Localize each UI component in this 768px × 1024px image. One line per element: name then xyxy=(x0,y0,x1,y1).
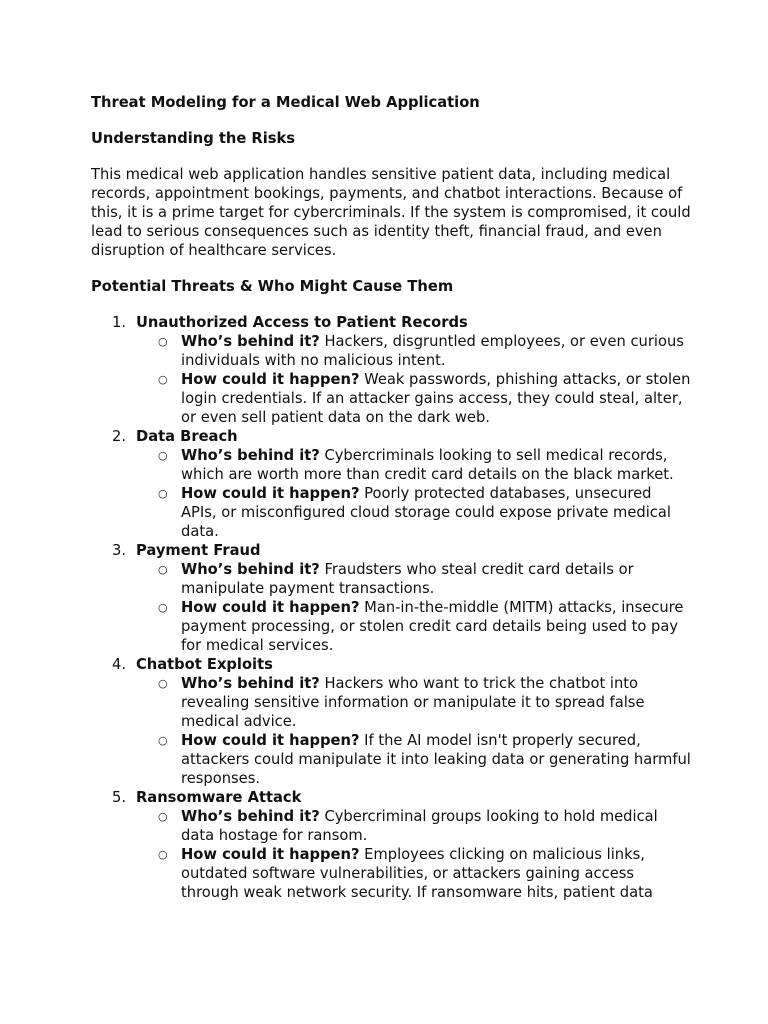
detail-label: How could it happen? xyxy=(181,732,360,749)
threat-details xyxy=(136,560,691,655)
circle-bullet-icon: ○ xyxy=(158,734,168,747)
threat-details xyxy=(136,807,691,902)
detail-text: If the AI model isn't properly secured, attackers could manipulate it into leaking data or generating harmful responses. xyxy=(181,732,691,787)
threat-item-unauthorized-access xyxy=(91,313,691,427)
threat-detail-how xyxy=(136,731,691,788)
detail-text: Poorly protected databases, unsecured APIs, or misconfigured cloud storage could expose private medical data. xyxy=(181,485,671,540)
threat-detail-how xyxy=(136,370,691,427)
threat-item-chatbot-exploits xyxy=(91,655,691,788)
intro-paragraph: This medical web application handles sensitive patient data, including medical records, appointment bookings, payments, and chatbot interactions. Because of this, it is a prime target for cybercriminals. If the system is compromised, it could lead to serious consequences such as identity theft, financial fraud, and even disruption of healthcare services. xyxy=(91,166,691,259)
detail-label: How could it happen? xyxy=(181,599,360,616)
threat-number: 4. xyxy=(112,656,127,673)
circle-bullet-icon: ○ xyxy=(158,677,168,690)
section-heading-risks: Understanding the Risks xyxy=(91,130,296,147)
detail-text: Hackers who want to trick the chatbot into revealing sensitive information or manipulate it to spread false medical advice. xyxy=(181,675,645,730)
threat-detail-how xyxy=(136,845,691,902)
detail-label: How could it happen? xyxy=(181,485,360,502)
threat-item-payment-fraud xyxy=(91,541,691,655)
circle-bullet-icon: ○ xyxy=(158,449,168,462)
detail-text: Hackers, disgruntled employees, or even curious individuals with no malicious intent. xyxy=(181,333,684,369)
threat-number: 1. xyxy=(112,314,127,331)
threat-detail-how xyxy=(136,598,691,655)
threat-detail-who xyxy=(136,446,691,484)
circle-bullet-icon: ○ xyxy=(158,563,168,576)
threat-title: Payment Fraud xyxy=(136,542,261,559)
detail-label: Who’s behind it? xyxy=(181,561,320,578)
circle-bullet-icon: ○ xyxy=(158,848,168,861)
threat-title: Data Breach xyxy=(136,428,238,445)
document-title: Threat Modeling for a Medical Web Application xyxy=(91,94,480,111)
threat-detail-who xyxy=(136,560,691,598)
threat-number: 2. xyxy=(112,428,127,445)
detail-label: Who’s behind it? xyxy=(181,675,320,692)
threat-title: Chatbot Exploits xyxy=(136,656,273,673)
threat-number: 5. xyxy=(112,789,127,806)
threat-detail-how xyxy=(136,484,691,541)
circle-bullet-icon: ○ xyxy=(158,335,168,348)
detail-label: Who’s behind it? xyxy=(181,333,320,350)
threat-number: 3. xyxy=(112,542,127,559)
document-page xyxy=(91,93,691,902)
threat-detail-who xyxy=(136,674,691,731)
detail-text: Man-in-the-middle (MITM) attacks, insecure payment processing, or stolen credit card details being used to pay for medical services. xyxy=(181,599,684,654)
threat-detail-who xyxy=(136,807,691,845)
threat-details xyxy=(136,332,691,427)
detail-text: Cybercriminals looking to sell medical records, which are worth more than credit card details on the black market. xyxy=(181,447,674,483)
circle-bullet-icon: ○ xyxy=(158,373,168,386)
detail-label: Who’s behind it? xyxy=(181,447,320,464)
section-heading-threats: Potential Threats & Who Might Cause Them xyxy=(91,278,454,295)
detail-text: Employees clicking on malicious links, outdated software vulnerabilities, or attackers gaining access through weak network security. If ransomware hits, patient data xyxy=(181,846,653,901)
detail-label: How could it happen? xyxy=(181,371,360,388)
threat-title: Unauthorized Access to Patient Records xyxy=(136,314,468,331)
threat-item-ransomware xyxy=(91,788,691,902)
threat-details xyxy=(136,674,691,788)
threat-detail-who xyxy=(136,332,691,370)
detail-text: Weak passwords, phishing attacks, or stolen login credentials. If an attacker gains access, they could steal, alter, or even sell patient data on the dark web. xyxy=(181,371,691,426)
detail-text: Fraudsters who steal credit card details or manipulate payment transactions. xyxy=(181,561,634,597)
detail-label: Who’s behind it? xyxy=(181,808,320,825)
circle-bullet-icon: ○ xyxy=(158,810,168,823)
circle-bullet-icon: ○ xyxy=(158,601,168,614)
detail-label: How could it happen? xyxy=(181,846,360,863)
threat-list xyxy=(91,313,691,902)
detail-text: Cybercriminal groups looking to hold medical data hostage for ransom. xyxy=(181,808,658,844)
threat-title: Ransomware Attack xyxy=(136,789,302,806)
circle-bullet-icon: ○ xyxy=(158,487,168,500)
threat-details xyxy=(136,446,691,541)
threat-item-data-breach xyxy=(91,427,691,541)
